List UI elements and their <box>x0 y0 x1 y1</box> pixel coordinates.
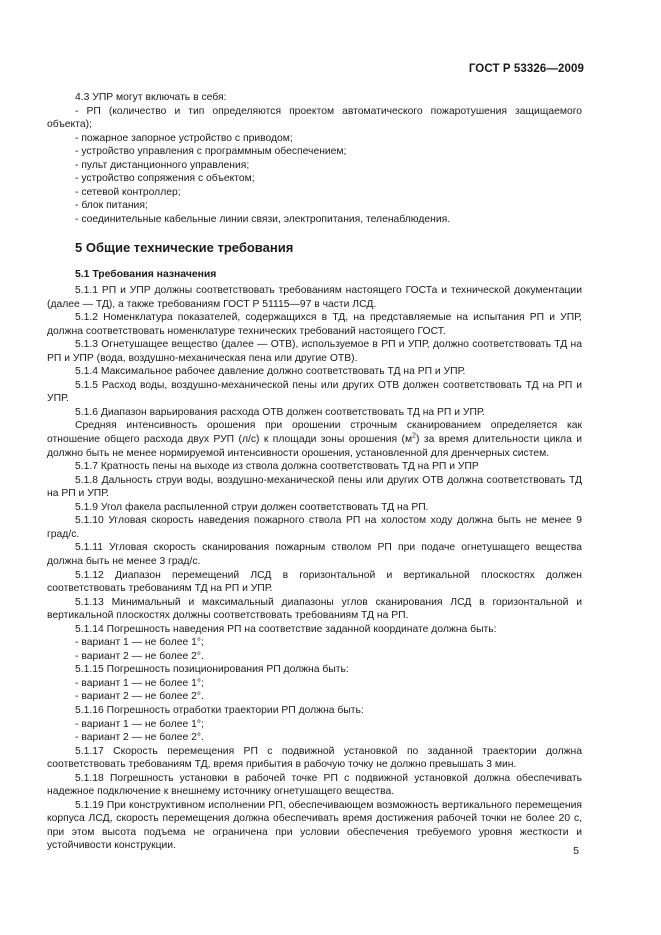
paragraph: 5.1.7 Кратность пены на выходе из ствола должна соответствовать ТД на РП и УПР <box>75 461 479 473</box>
list-item: - пожарное запорное устройство с приводом; <box>75 132 293 144</box>
document-body <box>47 91 582 853</box>
superscript: 2 <box>412 432 416 440</box>
list-item: - вариант 1 — не более 1°; <box>75 677 204 689</box>
paragraph: 5.1.11 Угловая скорость сканирования пожарным стволом РП при подаче огнетушащего вещества должна быть не менее 3 град/с. <box>47 542 582 567</box>
document-header: ГОСТ Р 53326—2009 <box>468 63 584 75</box>
paragraph: 5.1.10 Угловая скорость наведения пожарного ствола РП на холостом ходу должна быть не менее 9 град/с. <box>47 515 582 540</box>
paragraph: 5.1.1 РП и УПР должны соответствовать требованиям настоящего ГОСТа и технической документации (далее — ТД), а также требованиям ГОСТ Р 51115—97 в части ЛСД. <box>47 285 582 310</box>
list-item: - сетевой контроллер; <box>75 186 181 198</box>
paragraph: 5.1.4 Максимальное рабочее давление должно соответствовать ТД на РП и УПР. <box>75 366 466 378</box>
paragraph: 5.1.15 Погрешность позиционирования РП должна быть: <box>75 664 349 676</box>
paragraph: 5.1.9 Угол факела распыленной струи должен соответствовать ТД на РП. <box>75 501 429 513</box>
list-item: - вариант 2 — не более 2°. <box>75 650 204 662</box>
list-item: - вариант 1 — не более 1°; <box>75 718 204 730</box>
list-item: - блок питания; <box>75 200 148 212</box>
list-item: - пульт дистанционного управления; <box>75 159 250 171</box>
paragraph: 5.1.13 Минимальный и максимальный диапазоны углов сканирования ЛСД в горизонтальной и вертикальной плоскостях должны соответствовать требованиям ТД на РП. <box>47 596 582 622</box>
paragraph: 5.1.18 Погрешность установки в рабочей точке РП с подвижной установкой должна обеспечивать надежное подключение к внешнему источнику огнетушащего вещества. <box>47 772 582 798</box>
list-item: - устройство сопряжения с объектом; <box>75 173 255 185</box>
subsection-title: 5.1 Требования назначения <box>75 269 217 281</box>
page-number: 5 <box>573 845 579 857</box>
list-item: - вариант 2 — не более 2°. <box>75 732 204 744</box>
list-item: - соединительные кабельные линии связи, электропитания, теленаблюдения. <box>75 213 451 225</box>
list-intro: 4.3 УПР могут включать в себя: <box>75 92 227 103</box>
paragraph: 5.1.8 Дальность струи воды, воздушно-механической пены или других ОТВ должна соответствовать ТД на РП и УПР. <box>47 474 582 500</box>
intensity-text-b: ) за время длительности цикла и должно быть не менее нормируемой интенсивности орошения, установленной для дренчерных систем. <box>47 434 582 459</box>
paragraph: 5.1.6 Диапазон варьирования расхода ОТВ должен соответствовать ТД на РП и УПР. <box>75 406 485 418</box>
intensity-text-a: Средняя интенсивность орошения при орошении строчным сканированием определяется как отношение общего расхода двух РУП (л/с) к площади зоны орошения (м <box>47 420 582 446</box>
list-item: - вариант 1 — не более 1°; <box>75 637 204 649</box>
paragraph: 5.1.19 При конструктивном исполнении РП, обеспечивающем возможность вертикального перемещения корпуса ЛСД, скорость перемещения должна обеспечивать время достижения рабочей точки не более 20 с, при этом высота подъема не ограничена при условии обеспечения требуемого уровня жесткости и устойчивости конструкции. <box>47 799 582 852</box>
list-item: - РП (количество и тип определяются проектом автоматического пожаротушения защищаемого объекта); <box>47 105 582 131</box>
list-item: - вариант 2 — не более 2°. <box>75 691 204 703</box>
paragraph: 5.1.14 Погрешность наведения РП на соответствие заданной координате должна быть: <box>75 623 497 635</box>
paragraph-intensity <box>47 419 582 460</box>
paragraph: 5.1.17 Скорость перемещения РП с подвижной установкой по заданной траектории должна соответствовать требованиям ТД, время прибытия в рабочую точку не должно превышать 3 мин. <box>47 745 582 771</box>
paragraph: 5.1.16 Погрешность отработки траектории РП должна быть: <box>75 704 364 716</box>
paragraph: 5.1.3 Огнетушащее вещество (далее — ОТВ), используемое в РП и УПР, должно соответствовать ТД на РП и УПР (вода, воздушно-механическая пена или другие ОТВ). <box>47 339 582 364</box>
section-title: 5 Общие технические требования <box>75 240 294 256</box>
paragraph: 5.1.2 Номенклатура показателей, содержащихся в ТД, на представляемые на испытания РП и УПР, должна соответствовать номенклатуре технических требований настоящего ГОСТ. <box>47 312 582 337</box>
list-item: - устройство управления с программным обеспечением; <box>75 146 347 158</box>
paragraph: 5.1.12 Диапазон перемещений ЛСД в горизонтальной и вертикальной плоскостях должен соответствовать требованиям ТД на РП и УПР. <box>47 569 582 595</box>
paragraph: 5.1.5 Расход воды, воздушно-механической пены или других ОТВ должен соответствовать ТД на РП и УПР. <box>47 379 582 405</box>
